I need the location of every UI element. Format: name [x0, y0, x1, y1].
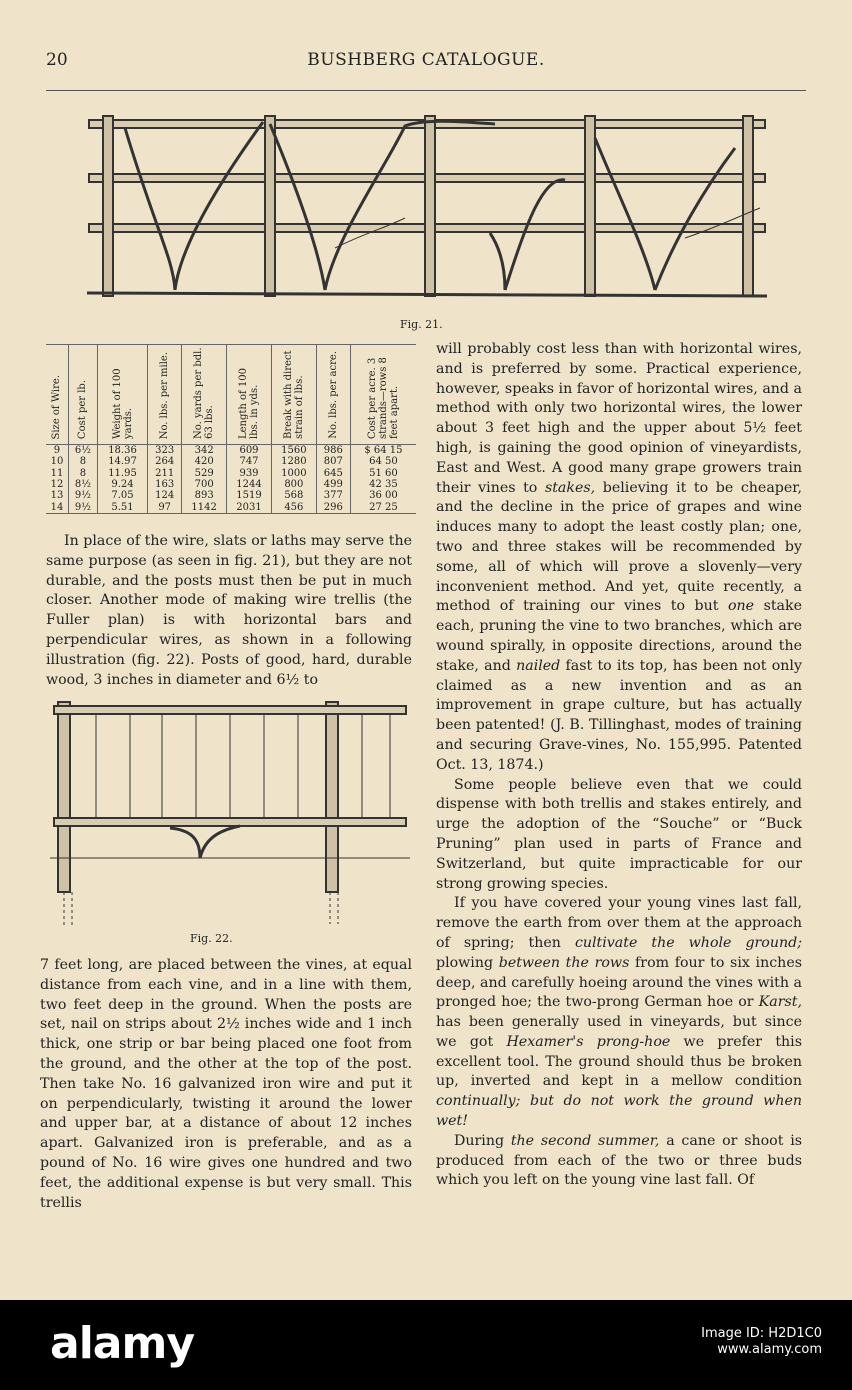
right-column — [436, 340, 802, 1191]
table-cell: 64 50 — [369, 456, 398, 468]
table-cell: 9½ — [68, 490, 97, 501]
figure-21-caption: Fig. 21. — [400, 318, 443, 331]
image-id — [701, 1326, 822, 1358]
table-cell: 211 — [148, 468, 182, 479]
table-cell: 11 — [46, 468, 68, 479]
page-title: BUSHBERG CATALOGUE. — [307, 50, 545, 70]
table-cell: 7.05 — [97, 490, 147, 501]
table-cell: 51 60 — [369, 467, 398, 479]
table-cell: 1142 — [182, 501, 227, 513]
table-cell: 568 — [271, 490, 316, 501]
page-number: 20 — [46, 50, 68, 70]
table-cell: 12 — [46, 479, 68, 490]
table-header-cell: No. yards per bdl. 63 lbs. — [182, 345, 227, 445]
table-cell: 11.95 — [97, 468, 147, 479]
table-cell: 42 35 — [369, 479, 398, 491]
table-cell: 8 — [68, 468, 97, 479]
table-cell: 1519 — [227, 490, 272, 501]
alamy-logo: alamy — [50, 1318, 194, 1369]
table-cell: 36 00 — [369, 490, 398, 502]
table-cell: 14.97 — [97, 456, 147, 467]
table-cell: 97 — [148, 501, 182, 513]
table-cell: 9.24 — [97, 479, 147, 490]
table-row — [46, 445, 416, 457]
table-cell: 1244 — [227, 479, 272, 490]
table-cell: 2031 — [227, 501, 272, 513]
paragraph: During the second summer, a cane or shoot is produced from each of the two or three buds which you left on the young vine last fall. Of — [436, 1132, 803, 1189]
table-cell: 939 — [227, 468, 272, 479]
table-header-row — [46, 345, 416, 445]
table-cell: 9½ — [68, 501, 97, 513]
table-cell: 420 — [182, 456, 227, 467]
table-cell: 1560 — [271, 445, 316, 457]
table-cell: 8 — [68, 456, 97, 467]
table-header-cell: Weight of 100 yards. — [97, 345, 147, 445]
table-row — [46, 468, 416, 479]
table-cell: 456 — [271, 501, 316, 513]
trellis-illustration-fig21 — [85, 108, 770, 308]
table-cell: 800 — [271, 479, 316, 490]
table-cell: 1000 — [271, 468, 316, 479]
table-cell: 499 — [316, 479, 350, 490]
table-header-cell: Cost per acre. 3 strands—rows 8 feet apart. — [350, 345, 416, 445]
table-row — [46, 490, 416, 501]
table-cell: 609 — [227, 445, 272, 457]
image-id-line: Image ID: H2D1C0 — [701, 1326, 822, 1341]
table-cell: 9 — [46, 445, 68, 457]
table-cell: 163 — [148, 479, 182, 490]
paragraph: If you have covered your young vines last fall, remove the earth from over them at the approach of spring; then cultivate the whole ground; plowing between the rows from four to six inches deep, and carefully hoeing around the vines with a pronged hoe; the two-prong German hoe or Karst, has been generally used in vineyards, but since we got Hexamer's prong-hoe we prefer this excellent tool. The ground should thus be broken up, inverted and kept in a mellow condition continually; but do not work the ground when wet! — [436, 895, 803, 1130]
table-cell: 27 25 — [350, 501, 416, 513]
table-cell: 264 — [148, 456, 182, 467]
left-column-bottom — [40, 956, 412, 1213]
table-cell: 124 — [148, 490, 182, 501]
table-cell: 8½ — [68, 479, 97, 490]
table-header-cell: No. lbs. per mile. — [148, 345, 182, 445]
table-row — [46, 501, 416, 513]
table-cell: 893 — [182, 490, 227, 501]
table-cell: 296 — [316, 501, 350, 513]
table-row — [46, 456, 416, 467]
paragraph: Some people believe even that we could dispense with both trellis and stakes entirely, and urge the adoption of the “Souche” or “Buck Pruning” plan used in parts of France and Switzerland, but quite impracticable for our strong growing species. — [436, 776, 802, 892]
table-row — [46, 479, 416, 490]
paragraph: In place of the wire, slats or laths may serve the same purpose (as seen in fig. 21), but they are not durable, and the posts must then be put in much closer. Another mode of making wire trellis (the Fuller plan) is with horizontal bars and perpendicular wires, as shown in a following illustration (fig. 22). Posts of good, hard, durable wood, 3 inches in diameter and 6½ to — [46, 533, 412, 688]
table-cell: 342 — [182, 445, 227, 457]
table-cell: 645 — [316, 468, 350, 479]
table-cell: 10 — [46, 456, 68, 467]
left-column-top — [46, 532, 412, 690]
table-header-cell: Cost per lb. — [68, 345, 97, 445]
fuller-trellis-illustration-fig22 — [50, 698, 412, 928]
table-cell: 807 — [316, 456, 350, 467]
table-cell: 529 — [182, 468, 227, 479]
table-cell: 13 — [46, 490, 68, 501]
table-cell: 700 — [182, 479, 227, 490]
table-header-cell: Break with direct strain of lbs. — [271, 345, 316, 445]
table-header-cell: No. lbs. per acre. — [316, 345, 350, 445]
table-cell: 323 — [148, 445, 182, 457]
table-cell: 747 — [227, 456, 272, 467]
paragraph: will probably cost less than with horizontal wires, and is preferred by some. Practical experience, however, speaks in favor of horizontal wires, and a method with only two horizontal wires, the lower about 3 feet high and the upper about 5½ feet high, is gaining the good opinion of vineyardists, East and West. A good many grape growers train their vines to stakes, believing it to be cheaper, and the decline in the price of grapes and wine induces many to adopt the least costly plan; one, two and three stakes will be recommended by some, all of which will prove a slovenly—very inconvenient method. And yet, quite recently, a method of training our vines to but one stake each, pruning the vine to two branches, which are wound spirally, in opposite directions, around the stake, and nailed fast to its top, has been not only claimed as a new invention and as an improvement in grape culture, but has actually been patented! (J. B. Tillinghast, modes of training and securing Grave-vines, No. 155,995. Patented Oct. 13, 1874.) — [436, 341, 802, 773]
paragraph: 7 feet long, are placed between the vines, at equal distance from each vine, and in a line with them, two feet deep in the ground. When the posts are set, nail on strips about 2½ inches wide and 1 inch thick, one strip or bar being placed one foot from the ground, and the other at the top of the post. Then take No. 16 galvanized iron wire and put it on perpendicularly, twisting it around the lower and upper bar, at a distance of about 12 inches apart. Galvanized iron is preferable, and as a pound of No. 16 wire gives one hundred and two feet, the additional expense is but very small. This trellis — [40, 957, 412, 1211]
table-cell: 14 — [46, 501, 68, 513]
table-header-cell: Size of Wire. — [46, 345, 68, 445]
header-rule — [46, 90, 806, 91]
table-header-cell: Length of 100 lbs. in yds. — [227, 345, 272, 445]
figure-22-caption: Fig. 22. — [190, 932, 233, 945]
table-cell: $ 64 15 — [364, 445, 403, 457]
table-cell: 6½ — [68, 445, 97, 457]
wire-data-table — [46, 344, 416, 514]
table-cell: 18.36 — [97, 445, 147, 457]
table-cell: 986 — [316, 445, 350, 457]
table-cell: 5.51 — [97, 501, 147, 513]
table-cell: 377 — [316, 490, 350, 501]
image-url-line: www.alamy.com — [717, 1342, 822, 1357]
table-cell: 1280 — [271, 456, 316, 467]
